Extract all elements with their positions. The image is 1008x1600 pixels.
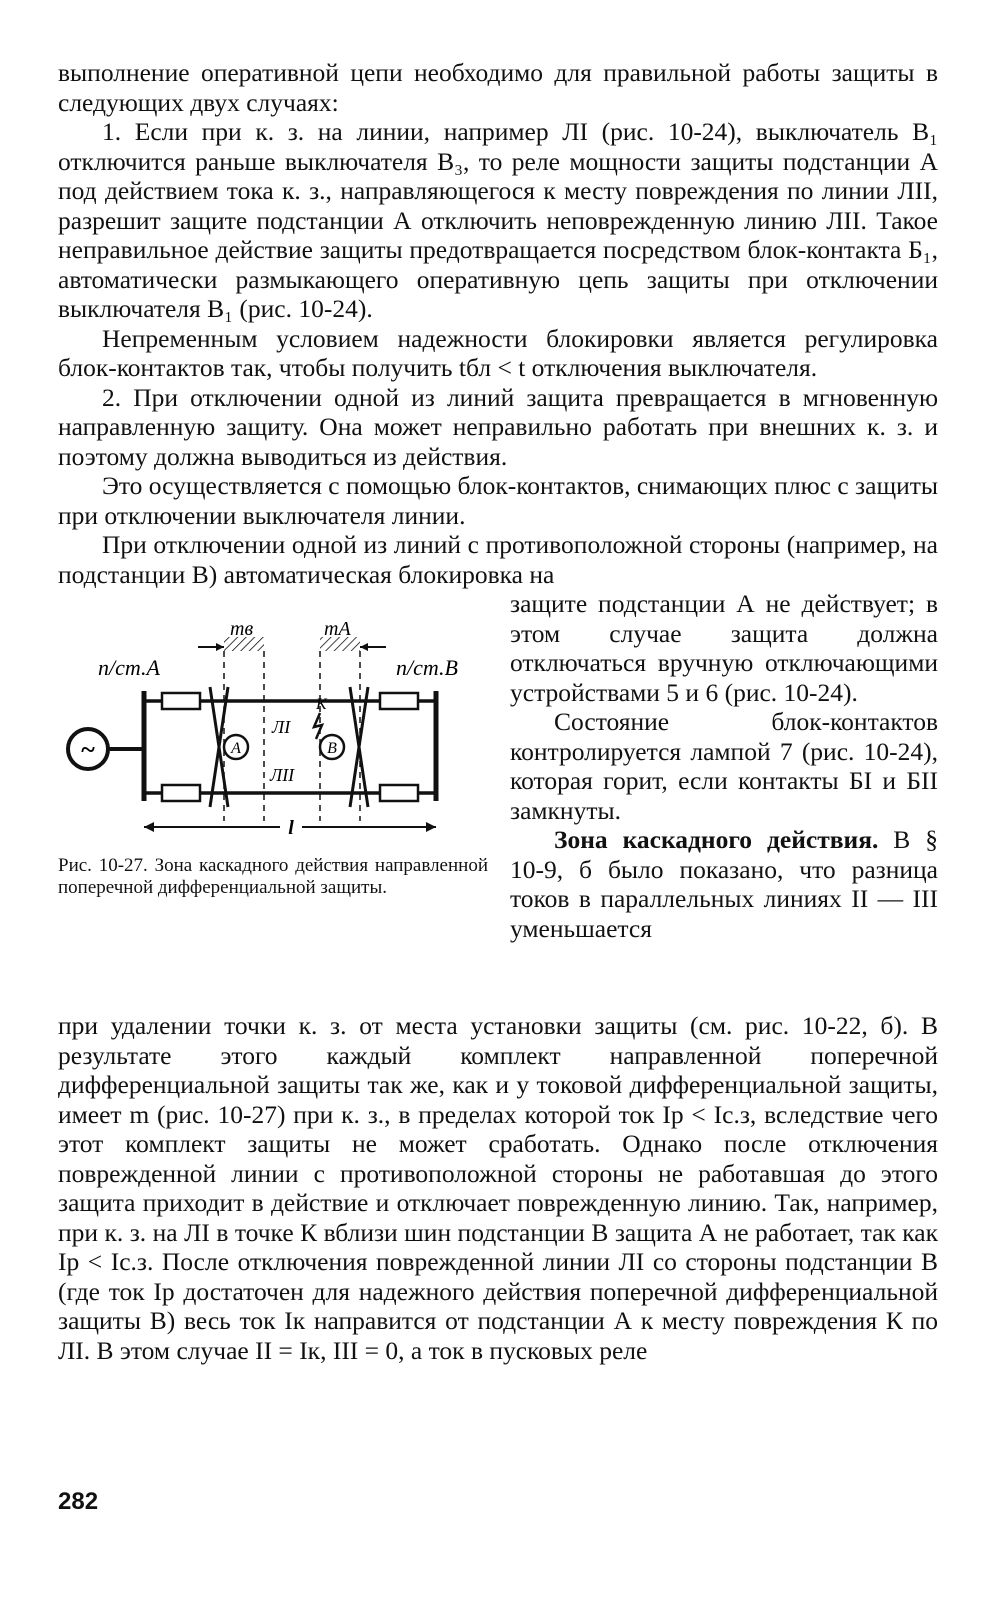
cascade-zone-diagram	[58, 621, 478, 849]
paragraph-7: при удалении точки к. з. от места установки защиты (см. рис. 10-22, б). В результате этого каждый комплект направленной поперечной дифференциальной защиты так же, как и у токовой дифференциальной защиты, имеет m (рис. 10-27) при к. з., в пределах которой ток Iр < Iс.з, вследствие чего этот комплект защиты не может сработать. Однако после отключения поврежденной линии с противоположной стороны не работавшая до этого защита приходит в действие и отключает поврежденную линию. Так, например, при к. з. на ЛI в точке К вблизи шин подстанции В защита А не работает, так как Iр < Iс.з. После отключения поврежденной линии ЛI со стороны подстанции В (где ток Iр достаточен для надежного действия поперечной дифференциальной защиты В) весь ток Iк направится от подстанции А к месту повреждения К по ЛI. В этом случае II = Iк, III = 0, а ток в пусковых реле	[58, 1011, 938, 1365]
fault-k-label: К	[316, 696, 327, 713]
figure-wrap-block	[58, 589, 938, 1011]
breaker-a2	[162, 785, 200, 801]
page-content	[58, 58, 938, 1365]
page-number: 282	[58, 1488, 99, 1515]
right-paragraph-2: Состояние блок-контактов контролируется лампой 7 (рис. 10-24), которая горит, если контакты БI и БII замкнуты.	[510, 707, 938, 825]
relay-b-label: В	[327, 740, 337, 757]
substation-b-label: п/ст.В	[396, 655, 458, 680]
paragraph-6: При отключении одной из линий с противоположной стороны (например, на подстанции В) автоматическая блокировка на	[58, 530, 938, 589]
length-label: l	[288, 817, 294, 839]
zone-ma-label: mА	[324, 621, 351, 640]
substation-a-label: п/ст.А	[98, 655, 160, 680]
figure-caption: Рис. 10-27. Зона каскадного действия направленной поперечной дифференциальной защиты.	[58, 855, 488, 898]
generator-symbol: ~	[81, 735, 95, 764]
line-1-label: ЛI	[272, 717, 291, 737]
paragraph-5: Это осуществляется с помощью блок-контактов, снимающих плюс с защиты при отключении выключателя линии.	[58, 471, 938, 530]
paragraph-2: 1. Если при к. з. на линии, например ЛI (рис. 10-24), выключатель В₁ отключится раньше выключателя В₃, то реле мощности защиты подстанции А под действием тока к. з., направляющегося к месту повреждения по линии ЛII, разрешит защите подстанции А отключить неповрежденную линию ЛII. Такое неправильное действие защиты предотвращается посредством блок-контакта Б₁, автоматически размыкающего оперативную цепь защиты при отключении выключателя В₁ (рис. 10-24).	[58, 117, 938, 323]
paragraph-4: 2. При отключении одной из линий защита превращается в мгновенную направленную защиту. Она может неправильно работать при внешних к. з. и поэтому должна выводиться из действия.	[58, 382, 938, 471]
paragraph-3: Непременным условием надежности блокировки является регулировка блок-контактов так, чтобы получить tбл < t отключения выключателя.	[58, 323, 938, 382]
paragraph-1: выполнение оперативной цепи необходимо для правильной работы защиты в следующих двух случаях:	[58, 58, 938, 117]
breaker-b1	[380, 693, 418, 709]
figure-10-27	[58, 621, 496, 899]
right-paragraph-1: защите подстанции А не действует; в этом случае защита должна отключаться вручную отключающими устройствами 5 и 6 (рис. 10-24).	[510, 589, 938, 707]
zone-mb-label: mв	[230, 621, 254, 640]
section-text: В § 10-9, б было показано, что разница токов в параллельных линиях II — III уменьшается	[510, 825, 938, 943]
relay-a-label: А	[231, 740, 241, 757]
right-paragraph-3	[510, 825, 938, 943]
breaker-a1	[162, 693, 200, 709]
breaker-b2	[380, 785, 418, 801]
fault-icon	[314, 713, 322, 739]
right-column-text	[510, 589, 938, 943]
line-2-label: ЛII	[270, 765, 295, 785]
section-heading: Зона каскадного действия.	[554, 825, 879, 854]
